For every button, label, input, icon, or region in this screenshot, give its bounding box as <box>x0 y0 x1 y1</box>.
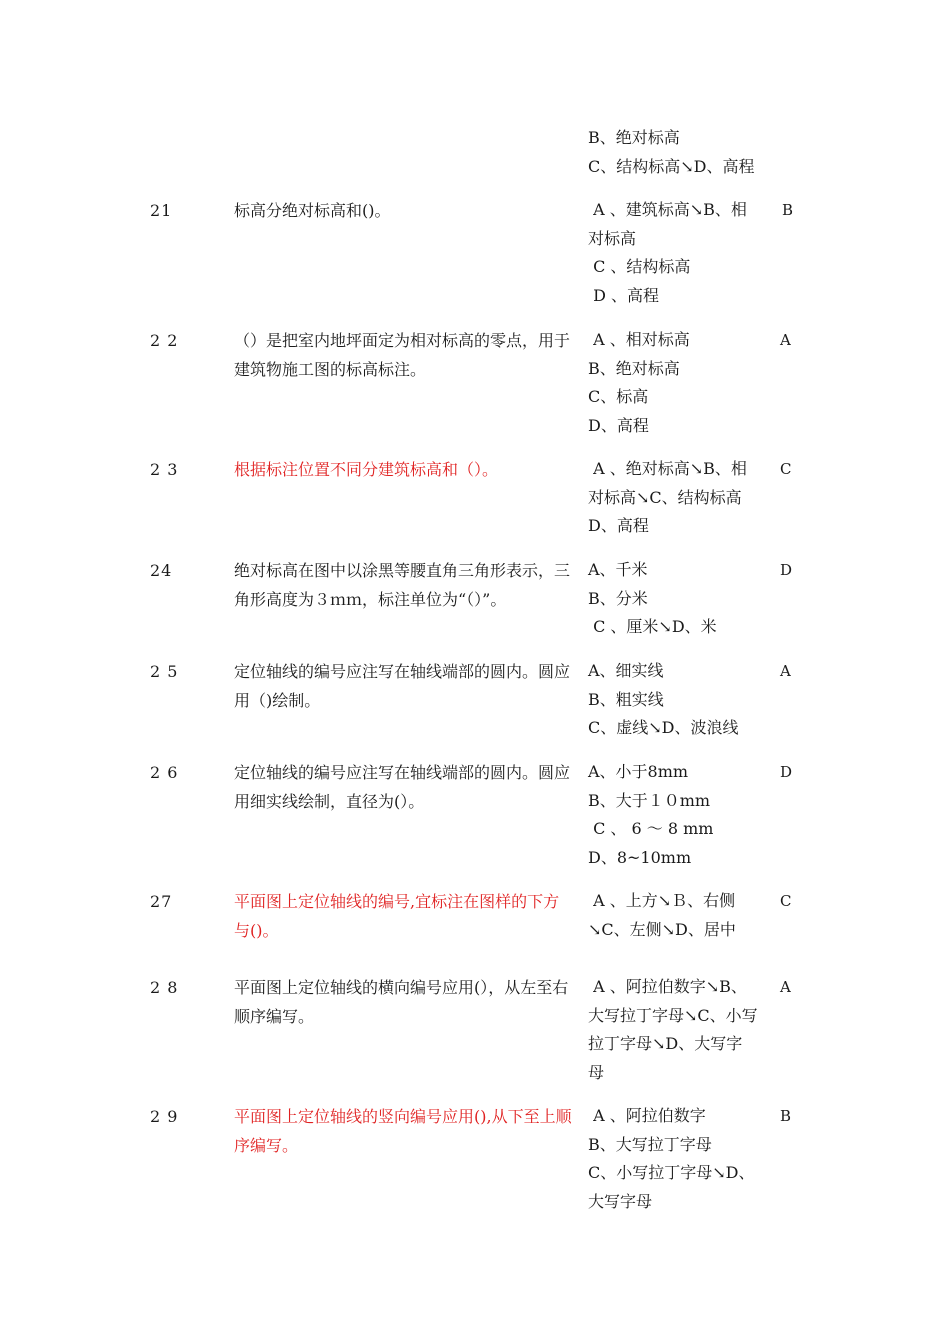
answer-key: A <box>780 331 791 349</box>
option-line: A 、阿拉伯数字↘B、大写拉丁字母↘C、小写拉丁字母↘D、大写字母 <box>588 977 758 1082</box>
option-line: A 、建筑标高↘B、相对标高 <box>588 200 747 248</box>
question-text: （）是把室内地坪面定为相对标高的零点，用于建筑物施工图的标高标注。 <box>234 331 571 379</box>
option-list <box>588 758 768 872</box>
question-number: 2 8 <box>150 978 179 997</box>
question-text: 标高分绝对标高和()。 <box>234 201 391 220</box>
question-text: 根据标注位置不同分建筑标高和（）。 <box>234 460 499 479</box>
question-number: 27 <box>150 892 173 911</box>
option-line: A、细实线 <box>588 661 664 680</box>
option-line: D、高程 <box>588 415 649 435</box>
option-list <box>588 556 768 642</box>
question-number: 2 6 <box>150 763 179 782</box>
answer-key: C <box>780 892 792 910</box>
option-line: C 、结构标高 <box>588 257 691 277</box>
option-line: A 、上方↘Ｂ、右侧 <box>588 891 736 910</box>
option-line: C、标高 <box>588 387 649 407</box>
option-line: C 、厘米↘D、米 <box>588 617 717 637</box>
question-text: 绝对标高在图中以涂黑等腰直角三角形表示，三角形高度为３ｍｍ，标注单位为“（）”。 <box>234 561 571 609</box>
option-line: D、高程 <box>588 516 649 536</box>
question-text: 平面图上定位轴线的编号,宜标注在图样的下方与()。 <box>234 892 560 940</box>
answer-key: A <box>780 978 791 996</box>
option-line: C、小写拉丁字母↘D、大写字母 <box>588 1163 755 1211</box>
option-list <box>588 657 768 743</box>
option-line: B、绝对标高 <box>588 358 680 378</box>
option-line: B、绝对标高 <box>588 128 680 147</box>
question-number: 24 <box>150 561 173 580</box>
answer-key: A <box>780 662 791 680</box>
option-line: A 、阿拉伯数字 <box>588 1106 706 1125</box>
option-line: A、小于8mm <box>588 762 689 781</box>
option-line: D 、高程 <box>588 285 660 305</box>
option-line: A 、绝对标高↘B、相对标高↘C、结构标高 <box>588 459 747 507</box>
option-list <box>588 973 758 1087</box>
answer-key: D <box>780 763 793 781</box>
answer-key: D <box>780 561 793 579</box>
option-list <box>588 1102 758 1216</box>
question-number: 2 3 <box>150 460 179 479</box>
option-list <box>588 887 768 944</box>
question-text: 平面图上定位轴线的横向编号应用(），从左至右顺序编写。 <box>234 978 569 1026</box>
option-line: B、分米 <box>588 588 648 608</box>
option-line: B、粗实线 <box>588 689 664 709</box>
option-line: A、千米 <box>588 560 648 579</box>
option-line: C 、 6 ～ 8 mm <box>588 819 714 839</box>
question-text: 定位轴线的编号应注写在轴线端部的圆内。圆应用（)绘制。 <box>234 662 571 710</box>
option-list <box>588 455 758 541</box>
option-list <box>588 196 758 310</box>
question-text: 平面图上定位轴线的竖向编号应用(),从下至上顺序编写。 <box>234 1107 572 1155</box>
answer-key: B <box>780 1107 792 1125</box>
answer-key: B <box>782 201 794 219</box>
option-list <box>588 326 768 440</box>
option-line: C、虚线↘D、波浪线 <box>588 718 739 738</box>
question-number: 2 2 <box>150 331 179 350</box>
option-line: D、8~10mm <box>588 847 692 867</box>
question-text: 定位轴线的编号应注写在轴线端部的圆内。圆应用细实线绘制，直径为(）。 <box>234 763 571 811</box>
question-number: 2 5 <box>150 662 179 681</box>
question-number: 21 <box>150 201 173 220</box>
option-line: C、结构标高↘D、高程 <box>588 156 755 176</box>
option-line: B、大写拉丁字母 <box>588 1134 712 1154</box>
option-line: A 、相对标高 <box>588 330 690 349</box>
question-number: 2 9 <box>150 1107 179 1126</box>
option-line: ↘C、左侧↘D、居中 <box>588 919 736 939</box>
continued-options <box>588 124 778 181</box>
option-line: B、大于１０mm <box>588 790 711 810</box>
answer-key: C <box>780 460 792 478</box>
